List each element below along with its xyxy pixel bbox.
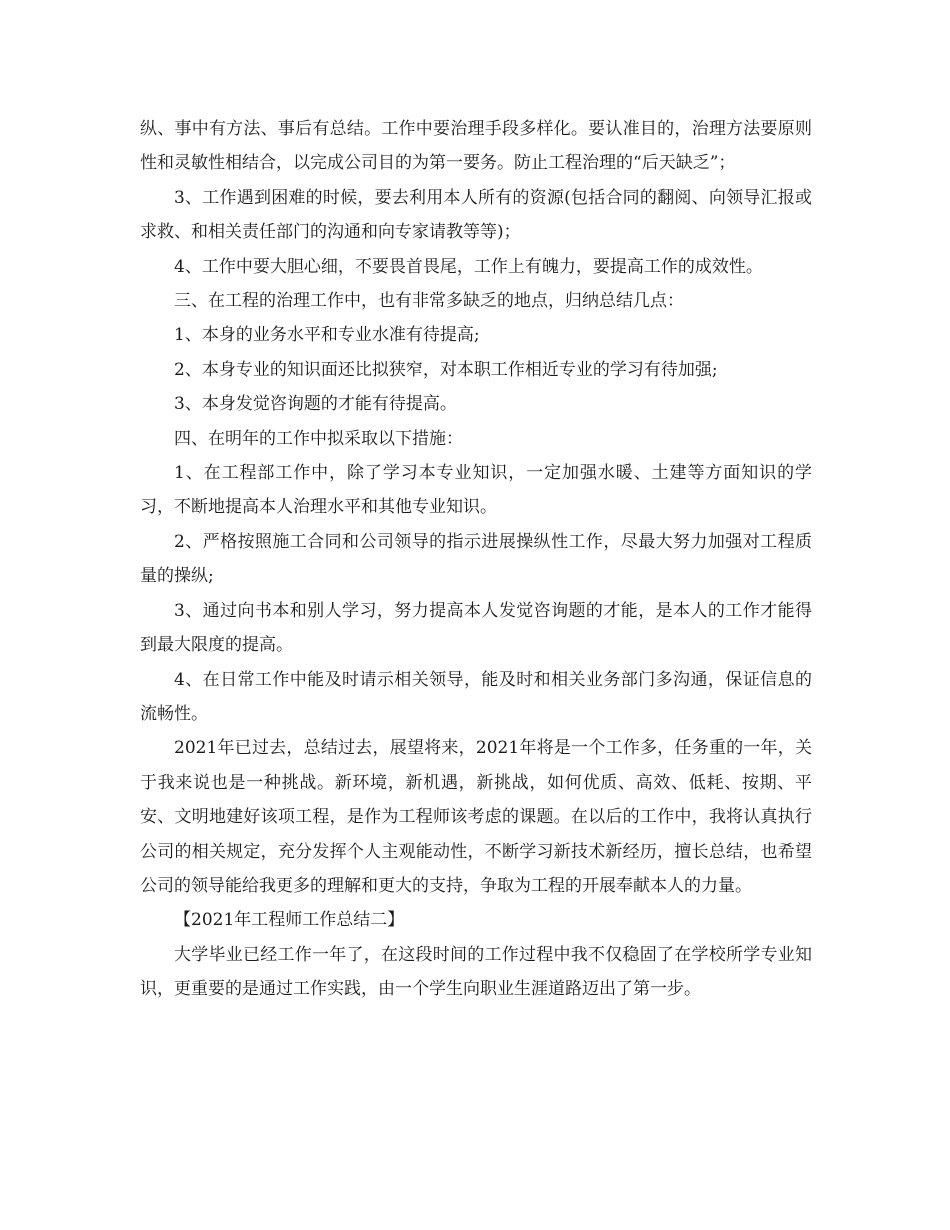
paragraph-12: 4、在日常工作中能及时请示相关领导，能及时和相关业务部门多沟通，保证信息的流畅性。: [140, 669, 812, 724]
paragraph-10: 2、严格按照施工合同和公司领导的指示进展操纵性工作，尽最大努力加强对工程质量的操纵;: [140, 531, 812, 587]
paragraph-15: 大学毕业已经工作一年了，在这段时间的工作过程中我不仅稳固了在学校所学专业知识，更重要的是通过工作实践，由一个学生向职业生涯道路迈出了第一步。: [140, 944, 812, 1000]
paragraph-7: 3、本身发觉咨询题的才能有待提高。: [174, 394, 457, 415]
document-body: [140, 112, 812, 1007]
section-title-2: 【2021年工程师工作总结二】: [174, 910, 405, 931]
paragraph-6: 2、本身专业的知识面还比拟狭窄，对本职工作相近专业的学习有待加强;: [174, 359, 718, 380]
paragraph-3: 4、工作中要大胆心细，不要畏首畏尾，工作上有魄力，要提高工作的成效性。: [174, 256, 763, 277]
paragraph-11: 3、通过向书本和别人学习，努力提高本人发觉咨询题的才能，是本人的工作才能得到最大限度的提高。: [140, 600, 812, 656]
paragraph-13: 2021年已过去，总结过去，展望将来，2021年将是一个工作多，任务重的一年，关于我来说也是一种挑战。新环境，新机遇，新挑战，如何优质、高效、低耗、按期、平安、文明地建好该项工程，是作为工程师该考虑的课题。在以后的工作中，我将认真执行公司的相关规定，充分发挥个人主观能动性，不断学习新技术新经历，擅长总结，也希望公司的领导能给我更多的理解和更大的支持，争取为工程的开展奉献本人的力量。: [140, 738, 812, 896]
section-heading-3: 三、在工程的治理工作中，也有非常多缺乏的地点，归纳总结几点：: [174, 291, 684, 312]
section-heading-4: 四、在明年的工作中拟采取以下措施：: [174, 428, 463, 449]
paragraph-2: 3、工作遇到困难的时候，要去利用本人所有的资源(包括合同的翻阅、向领导汇报或求救、和相关责任部门的沟通和向专家请教等等)；: [140, 187, 812, 243]
paragraph-1: 纵、事中有方法、事后有总结。工作中要治理手段多样化。要认准目的，治理方法要原则性和灵敏性相结合，以完成公司目的为第一要务。防止工程治理的“后天缺乏”；: [140, 119, 812, 174]
paragraph-5: 1、本身的业务水平和专业水准有待提高;: [174, 325, 480, 346]
paragraph-9: 1、在工程部工作中，除了学习本专业知识，一定加强水暖、土建等方面知识的学习，不断地提高本人治理水平和其他专业知识。: [140, 463, 812, 518]
